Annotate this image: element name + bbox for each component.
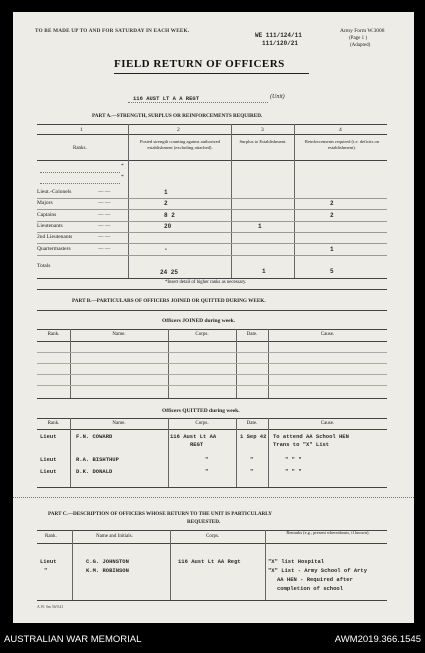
quitted-col-header-name: Name.: [112, 421, 126, 426]
rank-leader-dashes: — —: [98, 200, 111, 207]
rank-leader-dashes: — —: [98, 234, 111, 241]
totals-surplus: 1: [262, 268, 266, 275]
col-header-posted: Posted strength counting against authorized establishment (excluding attached).: [139, 139, 221, 150]
part-c-col-divider-2: [170, 530, 171, 600]
footnote: *Insert detail of higher ranks as necessary.: [165, 280, 247, 285]
joined-col-header-corps: Corps.: [195, 332, 209, 337]
quitted-rank-1: Lieut: [40, 433, 57, 440]
fold-line: [13, 497, 414, 498]
part-a-heading: PART A.—STRENGTH, SURPLUS OR REINFORCEMENTS REQUIRED.: [92, 113, 263, 119]
col-header-ranks: Ranks.: [73, 146, 87, 151]
army-form-number: Army Form W.3008: [340, 28, 385, 34]
quitted-header-bottom: [37, 429, 387, 430]
part-c-bottom-rule: [37, 600, 387, 601]
quitted-name-3: D.K. DONALD: [76, 468, 113, 475]
posted-value-2: 2: [164, 200, 168, 208]
posted-value-3: 8 2: [164, 211, 175, 219]
quitted-corps-2: ": [205, 456, 209, 463]
reinforcement-value-2: 2: [330, 200, 334, 208]
footer-accession-number: AWM2019.366.1545: [334, 634, 421, 645]
unit-label: (Unit): [270, 94, 285, 100]
part-c-corps-1: 116 Aust Lt AA Regt: [178, 558, 241, 565]
joined-header-top: [37, 329, 387, 330]
reinforcement-value-6: 1: [330, 245, 334, 253]
unit-line: [128, 102, 268, 103]
quitted-bottom-rule: [37, 487, 387, 488]
part-c-remarks-1: "X" list Hospital: [268, 558, 325, 565]
part-c-col-divider-1: [72, 530, 73, 600]
joined-row-rule: [37, 352, 387, 353]
quitted-corps-1b: REGT: [190, 441, 204, 448]
col-number-3: 3: [261, 127, 264, 133]
totals-label: Totals: [37, 263, 51, 269]
col-number-4: 4: [339, 127, 342, 133]
part-c-name-2: K.M. ROBINSON: [86, 567, 129, 574]
rank-leader-dashes: — —: [98, 189, 111, 195]
joined-bottom-rule: [37, 398, 387, 399]
part-c-header-rule: [37, 543, 387, 544]
archive-footer: [0, 627, 425, 653]
rank-label-5: 2nd Lieutenants: [37, 234, 73, 241]
blank-rank-line-2: [40, 183, 120, 184]
quitted-rank-3: Lieut: [40, 468, 57, 475]
col-header-surplus: Surplus to Establishment.: [239, 139, 287, 144]
quitted-col-header-corps: Corps.: [195, 421, 209, 426]
joined-row-rule: [37, 385, 387, 386]
row-rule: [37, 209, 387, 210]
quitted-date-1: 1 Sep 42: [240, 433, 267, 440]
quitted-name-1: F.N. COWARD: [76, 433, 113, 440]
part-b-col-divider: [268, 418, 269, 487]
form-title: FIELD RETURN OF OFFICERS: [114, 58, 285, 70]
print-code: A.W. Sm 56/0.41: [37, 605, 64, 609]
quitted-cause-2: " " ": [285, 456, 302, 463]
part-a-header-rule: [37, 134, 387, 135]
joined-col-header-cause: Cause.: [320, 332, 335, 337]
quitted-cause-1: To attend AA School HEN: [273, 433, 349, 440]
footer-institution: AUSTRALIAN WAR MEMORIAL: [4, 634, 142, 645]
col-header-reinforcements: Reinforcements required (i.e. deficits on establishment).: [304, 139, 380, 150]
instruction-text: TO BE MADE UP TO AND FOR SATURDAY IN EACH WEEK.: [35, 28, 190, 34]
reference-number-2: 111/120/21: [262, 40, 299, 47]
part-c-heading-1: PART C.—DESCRIPTION OF OFFICERS WHOSE RETURN TO THE UNIT IS PARTICULARLY: [48, 511, 273, 517]
part-a-bottom-rule: [37, 278, 387, 279]
reference-number-1: WE 111/124/11: [255, 32, 302, 39]
part-c-remarks-4: completion of school: [277, 585, 344, 592]
part-b-col-divider: [168, 418, 169, 487]
part-c-col-corps: Corps.: [206, 534, 220, 539]
part-c-col-name: Name and Initials.: [96, 534, 133, 539]
quitted-date-3: ": [250, 468, 254, 475]
rank-label-4: Lieutenants: [37, 222, 63, 229]
unit-name: 116 AUST LT A A REGT: [133, 95, 200, 102]
quitted-cause-1b: Trans to "X" List: [273, 441, 330, 448]
totals-reinforcements: 5: [330, 268, 334, 275]
rank-label-2: Majors: [37, 200, 53, 207]
part-c-name-1: C.G. JOHNSTON: [86, 558, 129, 565]
rank-label-3: Captains: [37, 211, 57, 218]
posted-value-4: 20: [164, 222, 172, 230]
row-rule: [37, 255, 387, 256]
row-rule: [37, 198, 387, 199]
part-c-remarks-3: AA HEN - Required after: [277, 576, 353, 583]
blank-rank-line-1: [40, 172, 120, 173]
joined-header-bottom: [37, 341, 387, 342]
quitted-col-header-rank: Rank.: [47, 421, 60, 426]
part-a-top-rule: [37, 124, 387, 125]
rank-leader-dashes: — —: [98, 211, 111, 218]
rank-label-6: Quartermasters: [37, 245, 71, 252]
joined-row-rule: [37, 363, 387, 364]
row-rule: [37, 243, 387, 244]
page-note: (Page 1 ): [349, 36, 368, 41]
part-a-end-rule: [37, 289, 387, 290]
posted-value-6: -: [164, 245, 168, 253]
part-c-remarks-2: "X" List - Army School of Arty: [268, 567, 368, 574]
row-rule: [37, 221, 387, 222]
part-b-col-divider: [70, 418, 71, 487]
part-a-colhead-rule: [37, 160, 387, 161]
quitted-heading: Officers QUITTED during week.: [162, 408, 240, 414]
part-c-col-rank: Rank.: [45, 534, 57, 539]
quitted-col-header-cause: Cause.: [320, 421, 335, 426]
adapted-note: (Adapted): [350, 43, 371, 48]
row-rule: [37, 232, 387, 233]
joined-row-rule: [37, 374, 387, 375]
quitted-corps-3: ": [205, 468, 209, 475]
totals-posted: 24 25: [160, 269, 179, 276]
part-b-col-divider: [236, 418, 237, 487]
joined-col-header-date: Date.: [246, 332, 258, 337]
quitted-header-top: [37, 418, 387, 419]
rank-leader-dashes: — —: [98, 222, 111, 229]
quitted-date-2: ": [250, 456, 254, 463]
joined-heading: Officers JOINED during week.: [162, 318, 236, 324]
part-c-col-divider-3: [265, 530, 266, 600]
quitted-rank-2: Lieut: [40, 456, 57, 463]
reinforcement-value-3: 2: [330, 211, 334, 219]
part-c-heading-2: REQUESTED.: [187, 519, 221, 525]
quitted-col-header-date: Date.: [246, 421, 258, 426]
asterisk-row-1: *: [121, 163, 124, 169]
surplus-value-4: 1: [258, 222, 262, 230]
col-number-2: 2: [177, 127, 180, 133]
joined-col-header-rank: Rank.: [47, 332, 60, 337]
rank-label-1: Lieut.-Colonels: [37, 189, 72, 195]
quitted-name-2: R.A. BISHTHUP: [76, 456, 119, 463]
part-c-rank-2: ": [44, 567, 48, 574]
col-number-1: 1: [80, 127, 83, 133]
quitted-cause-3: " " ": [285, 468, 302, 475]
part-b-heading: PART B.—PARTICULARS OF OFFICERS JOINED OR QUITTED DURING WEEK.: [72, 298, 266, 304]
quitted-corps-1: 116 Aust Lt AA: [170, 433, 217, 440]
rank-leader-dashes: — —: [98, 245, 111, 252]
posted-value-1: 1: [164, 189, 168, 196]
joined-col-header-name: Name.: [112, 332, 126, 337]
asterisk-row-2: *: [121, 174, 124, 180]
part-c-rank-1: Lieut: [40, 558, 57, 565]
part-c-col-remarks: Remarks (e.g., present whereabouts, if known).: [286, 530, 370, 535]
title-underline: [114, 73, 309, 74]
part-b-top-rule: [37, 310, 387, 311]
